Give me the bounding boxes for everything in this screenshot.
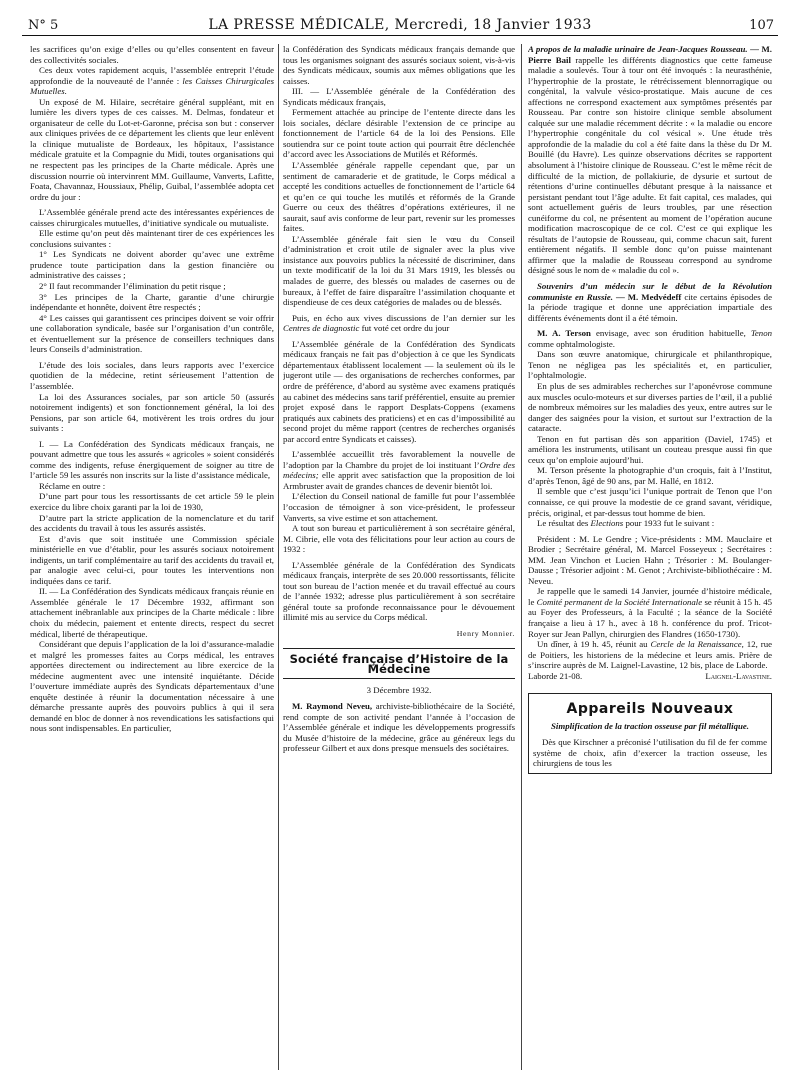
speaker-name: M. Raymond Neveu, — [292, 701, 373, 712]
paragraph — [283, 234, 515, 308]
paragraph — [30, 313, 274, 355]
text-run: Tenon — [750, 328, 772, 339]
text-run: L’élection du Conseil national de famille fut pour l’assemblée l’occasion de témoigner à son vice-président, le professeur Vanverts, sa vive estime et son attachement. — [283, 491, 515, 523]
text-run: pour 1933 fut le suivant : — [623, 518, 715, 529]
section-rule — [283, 648, 515, 649]
paragraph — [283, 449, 515, 491]
paragraph — [30, 513, 274, 534]
column-3 — [528, 44, 772, 1070]
text-run: Puis, en écho aux vives discussions de l’an dernier sur les — [292, 312, 515, 323]
column-divider — [278, 44, 279, 1070]
paragraph — [528, 349, 772, 381]
neveu-paragraph — [283, 701, 515, 754]
paragraph — [283, 491, 515, 523]
paragraph — [283, 339, 515, 444]
text-run: — M. Pierre Bail — [528, 44, 772, 65]
paragraph — [283, 86, 515, 107]
issue-number: N° 5 — [28, 18, 59, 33]
text-run: Considérant que depuis l’application de la loi d’assurance-maladie et malgré les promesses faites au Corps médical, les entraves apportées directement ou indirectement au libre exercice de la médecine augmentent avec une intensité inquiétante. Décide l’ouverture immédiate auprès des Syndicats départementaux d’une enquête destinée à réunir la documentation nécessaire à une démarche pressante auprès des pouvoirs publics à qui il sera demandé en bloc de donner à nos revendications les satisfactions qui nous sont indispensables. En particulier, — [30, 639, 274, 734]
paragraph — [528, 44, 772, 276]
society-title: Société française d’Histoire de la Médecine — [289, 651, 509, 677]
text-run: Ordre des médecins; — [283, 459, 515, 481]
text-run: — M. Medvédeff — [612, 291, 682, 302]
paragraph — [30, 534, 274, 587]
paragraph — [528, 639, 772, 671]
column-2 — [283, 44, 515, 1070]
contact-line — [528, 671, 772, 682]
paragraph — [30, 481, 274, 492]
text-run: L’étude des lois sociales, dans leurs rapports avec l’exercice quotidien de la médecine, retint sérieusement l’attention de l’assemblée. — [30, 359, 274, 391]
page-number: 107 — [749, 18, 774, 33]
text-run: Ces deux votes rapidement acquis, l’assemblée entreprit l’étude approfondie de la nouveauté de l’année : — [30, 65, 274, 86]
paragraph — [30, 360, 274, 392]
paragraph — [283, 160, 515, 234]
paragraph — [30, 44, 274, 65]
paragraph — [528, 328, 772, 349]
session-date: 3 Décembre 1932. — [366, 684, 432, 695]
appareils-text: Dès que Kirschner a préconisé l’utilisation du fil de fer comme système de choix, afin d’exercer la traction osseuse, les chirurgiens de tous les — [533, 737, 767, 769]
text-run: Souvenirs d’un médecin sur le début de la Révolution communiste en Russie. — [528, 281, 772, 302]
text-run: Un exposé de M. Hilaire, secrétaire général suppléant, mit en lumière les divers types de ces caisses. M. Delmas, fondateur et organisateur de celle du Lot-et-Garonne, précisa son but : conserver aux cliniques privées de ce département les clients que leur enlèvent la clinique mutualiste de Bordeaux, les hôpitaux, l’assistance médicale gratuite et la Compagnie du Midi, toutes organisations qui ne respectent pas les principes de la Charte médicale. Après une discussion nourrie où intervinrent MM. Guillaume, Vanverts, Lafitte, Foata, Chavannaz, Houssiaux, Phélip, Guibal, l’assemblée adopta cet ordre du jour : — [30, 96, 274, 202]
column-divider — [521, 44, 522, 1070]
text-run: rappelle les différents diagnostics que cette fameuse maladie a soulevés. Tour à tour ont été invoqués : la neurasthénie, l’hypertrophie de la prostate, le rétrécissement blennorragique ou congénital, la valvule vésico-prostatique. Mais aucune de ces affections ne correspond exactement aux symptômes présentés par Rousseau. Par contre son histoire clinique semble absolument calquée sur une maladie récemment décrite : « la maladie ou encore l’hypertrophie congénitale du col vésical ». Une étude très approfondie de la maladie du col a été faite dans la thèse du Dr M. Bouillé (du Havre). Les quinze observations décrites se rapportent absolument à l’histoire clinique de Rousseau. C’est le même récit de difficulté de la miction, de pollakiurie, de dysurie et surtout de rétentions d’urine continuelles débutant presque à la naissance et persistant pendant tout l’âge adulte. Et fait capital, ces malades, qui sont actuellement guéris de leurs troubles, par une résection cunéiforme du col, ne présentent au moment de l’opération aucune modification macroscopique de ce col. C’est ce qui explique les résultats de l’autopsie de Rousseau, qui, comme chacun sait, furent entièrement négatifs. Il semble donc qu’on puisse maintenant affirmer que la maladie de Rousseau correspond au syndrome désigné sous le nom de « maladie du col ». — [528, 54, 772, 276]
text-run: Elle estime qu’on peut dès maintenant tirer de ces expériences les conclusions suivantes : — [30, 228, 274, 249]
journal-title: LA PRESSE MÉDICALE, Mercredi, 18 Janvier 1933 — [208, 17, 592, 33]
section-rule — [283, 678, 515, 679]
paragraph — [283, 44, 515, 86]
contact-phone: Laborde 21-08. — [528, 670, 583, 681]
text-run: L’Assemblée générale de la Confédération des Syndicats médicaux français, interprète de ses 20.000 ressortissants, félicite tout son bureau de l’action menée et du travail effectué au cours de l’année 1932; adresse plus particulièrement à son secrétaire général toute sa profonde reconnaissance pour le dévouement illimité mis au service du Corps médical. — [283, 559, 515, 623]
contact-name: Laignel-Lavastine. — [705, 670, 772, 681]
text-run: Dans son œuvre anatomique, chirurgicale et philanthropique, Tenon ne négligea pas les spécialités et, en particulier, l’ophtalmologie. — [528, 349, 772, 381]
text-run: Un dîner, à 19 h. 45, réunit au — [537, 639, 651, 650]
text-run: Je rappelle que le samedi 14 Janvier, journée d’histoire médicale, le — [528, 586, 772, 607]
neveu-text: archiviste-bibliothécaire de la Société, rend compte de son activité pendant l’année à l’occasion de l’Assemblée générale et indique les développements progressifs du Musée d’histoire de la médecine, grâce au généreux legs du professeur Gilbert et aux dons presque mensuels des sociétaires. — [283, 701, 515, 754]
paragraph — [528, 281, 772, 323]
text-run: Le résultat des — [537, 518, 591, 529]
text-run: se réunit à 15 h. 45 au Foyer des Professeurs, à la Faculté ; la séance de la Société française a lieu à 17 h., avec à 18 h. conférence du prof. Tricot-Royer sur Jean Pallyn, chirurgien des Flandres (1650-1730). — [528, 596, 772, 639]
text-run: 1° Les Syndicats ne doivent aborder qu’avec une extrême prudence toute participation dans la gestion financière ou administrative des caisses ; — [30, 249, 274, 281]
text-run: II. — La Confédération des Syndicats médicaux français réunie en Assemblée générale le 17 Décembre 1932, affirmant son attachement inébranlable aux principes de la Charte médicale : libre choix du médecin, paiement et entente directs, respect du secret médical, liberté de thérapeutique. — [30, 586, 274, 639]
paragraph — [30, 65, 274, 97]
paragraph — [30, 97, 274, 202]
paragraph — [528, 518, 772, 529]
text-run: M. A. Terson — [537, 328, 591, 339]
text-run: D’autre part la stricte application de la nomenclature et du tarif des accidents du travail à tous les assurés assistés. — [30, 512, 274, 534]
text-run: D’une part pour tous les ressortissants de cet article 59 le plein exercice du libre choix garanti par la loi de 1930, — [30, 491, 274, 512]
text-run: 2° Il faut recommander l’élimination du petit risque ; — [39, 281, 226, 292]
text-run: L’Assemblée générale fait sien le vœu du Conseil d’administration et croit utile de signaler avec la plus vive insistance aux pouvoirs publics la nécessité de discriminer, dans un texte modificatif de la loi du 31 Mars 1919, les blessés ou malades de guerre, des blessés ou malades de casernes ou de bureaux, à l’effet de faire disparaître l’assimilation choquante et dispendieuse de ces deux catégories de malades ou de blessés. — [283, 233, 515, 308]
paragraph — [30, 207, 274, 228]
text-run: L’Assemblée générale prend acte des intéressantes expériences de caisses chirurgicales mutuelles, d’initiative syndicale ou mutualiste. — [30, 207, 274, 228]
signature: Henry Monnier. — [456, 628, 515, 638]
text-run: elle apprit avec satisfaction que la proposition de loi Armbruster avait de grandes chances de devenir bientôt loi. — [283, 470, 515, 491]
text-run: Cercle de la Renaissance — [650, 639, 742, 650]
text-run: L’assemblée accueillit très favorablement la nouvelle de l’adoption par la Chambre du projet de loi instituant l’ — [283, 449, 515, 470]
header-rule — [22, 35, 778, 36]
text-run: Est d’avis que soit instituée une Commission spéciale ministérielle en vue d’établir, pour les assurés sociaux notoirement indigents, un tarif complémentaire au tarif des accidents du travail et, par analogie avec celui-ci, pour toutes les interventions non indiquées dans ce tarif. — [30, 533, 274, 586]
text-run: Réclame en outre : — [39, 480, 106, 491]
text-run: Centres de diagnostic — [283, 323, 360, 334]
text-run: les Caisses Chirurgicales Mutuelles. — [30, 75, 274, 97]
paragraph — [528, 434, 772, 466]
text-run: M. Terson présente la photographie d’un croquis, fait à l’Institut, d’après Tenon, âgé de 90 ans, par M. Hallé, en 1812. — [528, 465, 772, 486]
appareils-box — [528, 693, 772, 774]
text-run: envisage, avec son érudition habituelle, — [590, 328, 751, 339]
text-run: Président : M. Le Gendre ; Vice-présidents : MM. Mauclaire et Brodier ; Secrétaire général, M. Marcel Fosseyeux ; Secrétaires : MM. Jean Vinchon et Lucien Hahn ; Trésorier : M. Boulanger-Dausse ; Trésorier adjoint : M. Genot ; Archiviste-bibliothécaire : M. Neveu. — [528, 533, 772, 586]
text-run: les sacrifices qu’on exige d’elles ou qu’elles consentent en faveur des collectivités sociales. — [30, 44, 274, 65]
paragraph — [30, 281, 274, 292]
text-run: A tout son bureau et particulièrement à son secrétaire général, M. Cibrie, elle vota des félicitations pour leur action au cours de 1932 : — [283, 523, 515, 555]
paragraph — [283, 107, 515, 160]
text-run: Tenon en fut partisan dès son apparition (Daviel, 1745) et améliora les instruments, utilisant un couteau presque aussi fin que ceux qu’on emploie aujourd’hui. — [528, 433, 772, 465]
text-run: A propos de la maladie urinaire de Jean-Jacques Rousseau. — [528, 44, 748, 54]
paragraph — [30, 392, 274, 434]
paragraph — [528, 465, 772, 486]
text-run: Comité permanent de la Société Internationale — [536, 596, 703, 607]
paragraph — [283, 313, 515, 334]
paragraph — [30, 491, 274, 512]
communications-text — [528, 44, 772, 671]
text-run: L’Assemblée générale rappelle cependant que, par un sentiment de camaraderie et de gratitude, le Corps médical a accepté les conditions actuelles de fonctionnement de l’article 64 et qu’en ce qui touche les mutilés et réformés de la Grande Guerre ou ceux des théâtres d’opérations extérieures, il ne saurait, sauf avis conforme de leur part, revenir sur les promesses faites. — [283, 160, 515, 234]
paragraph — [30, 249, 274, 281]
text-run: 4° Les caisses qui garantissent ces principes doivent se voir offrir une collaboration syndicale, basée sur l’organisation d’un contrôle, et éventuellement sur la présence de conseillers techniques dans leurs Conseils d’administration. — [30, 312, 274, 355]
paragraph — [30, 639, 274, 734]
text-run: fut voté cet ordre du jour — [359, 323, 450, 334]
paragraph — [528, 534, 772, 587]
text-run: En plus de ses admirables recherches sur l’aponévrose commune aux muscles oculo-moteurs et sur diverses parties de l’œil, il a publié de nombreux mémoires sur les maladies des yeux, entre autres sur le danger des saignées pour la vision, et surtout sur l’extraction de la cataracte. — [528, 380, 772, 434]
paragraph — [283, 560, 515, 623]
paragraph — [30, 439, 274, 481]
paragraph — [30, 228, 274, 249]
text-run: , 12, rue de Poitiers, les historiens de la médecine et leurs amis. Prière de s’inscrire auprès de M. Laignel-Lavastine, 12 bis, place de Laborde. — [528, 639, 772, 671]
text-run: 3° Les principes de la Charte, garantie d’une chirurgie indépendante et honnête, doivent être respectés ; — [30, 291, 274, 313]
paragraph — [528, 381, 772, 434]
column-1 — [30, 44, 274, 1070]
text-run: Elections — [590, 518, 624, 529]
text-run: La loi des Assurances sociales, par son article 50 (assurés notoirement indigents) et son fonctionnement général, la loi des Pensions, par son article 64, motivèrent les trois ordres du jour suivants : — [30, 391, 274, 434]
text-run: Fermement attachée au principe de l’entente directe dans les lois sociales, déclare désirable l’extension de ce principe au fonctionnement de l’article 64 de la loi des Pensions. Elle soutiendra sur ce point toute action qui pourrait être déclenchée d’accord avec les Associations de Mutilés et Réformés. — [283, 107, 515, 160]
paragraph — [528, 486, 772, 518]
text-run: L’Assemblée générale de la Confédération des Syndicats médicaux français ne fait pas d’objection à ce que les Syndicats départementaux établissent localement — la seulement où ils le jugeront utile — des organisations de recherches conformes, par ordre de préférence, d’abord au système avec examens pratiqués au cabinet des médecins sans tarif préférentiel, ensuite au premier projet exposé dans le rapport Desplats-Coppens (examens pratiqués aux cabinets des praticiens) et en cas d’impossibilité au second projet du même rapport (centres de recherches organisés par accord entre Syndicats et caisses). — [283, 338, 515, 444]
paragraph — [30, 586, 274, 639]
paragraph — [283, 523, 515, 555]
appareils-title: Appareils Nouveaux — [566, 701, 734, 718]
text-run: Il semble que c’est jusqu’ici l’unique portrait de Tenon que l’on connaisse, ce qui prouve la modestie de ce grand savant, véridique, précis, original, et par-dessus tout homme de bien. — [528, 486, 772, 518]
paragraph — [30, 292, 274, 313]
text-run: cite certains épisodes de la période tragique et donne une appréciation impartiale des différents événements dont il a été témoin. — [528, 291, 772, 323]
paragraph — [528, 586, 772, 639]
text-run: I. — La Confédération des Syndicats médicaux français, ne pouvant admettre que tous les assurés « agricoles » soient considérés comme des indigents, refuse énergiquement de soigner au titre de l’article 59 les assurés non inscrits sur la liste d’assistance médicale, — [30, 438, 274, 481]
text-run: la Confédération des Syndicats médicaux français demande que tous les organismes soignant des assurés sociaux soient, vis-à-vis des Syndicats médicaux, soumis aux mêmes obligations que les caisses. — [283, 44, 515, 86]
appareils-subtitle: Simplification de la traction osseuse par fil métallique. — [551, 720, 749, 731]
text-run: III. — L’Assemblée générale de la Confédération des Syndicats médicaux français, — [283, 86, 515, 107]
confederation-text — [283, 44, 515, 623]
text-run: comme ophtalmologiste. — [528, 338, 615, 349]
